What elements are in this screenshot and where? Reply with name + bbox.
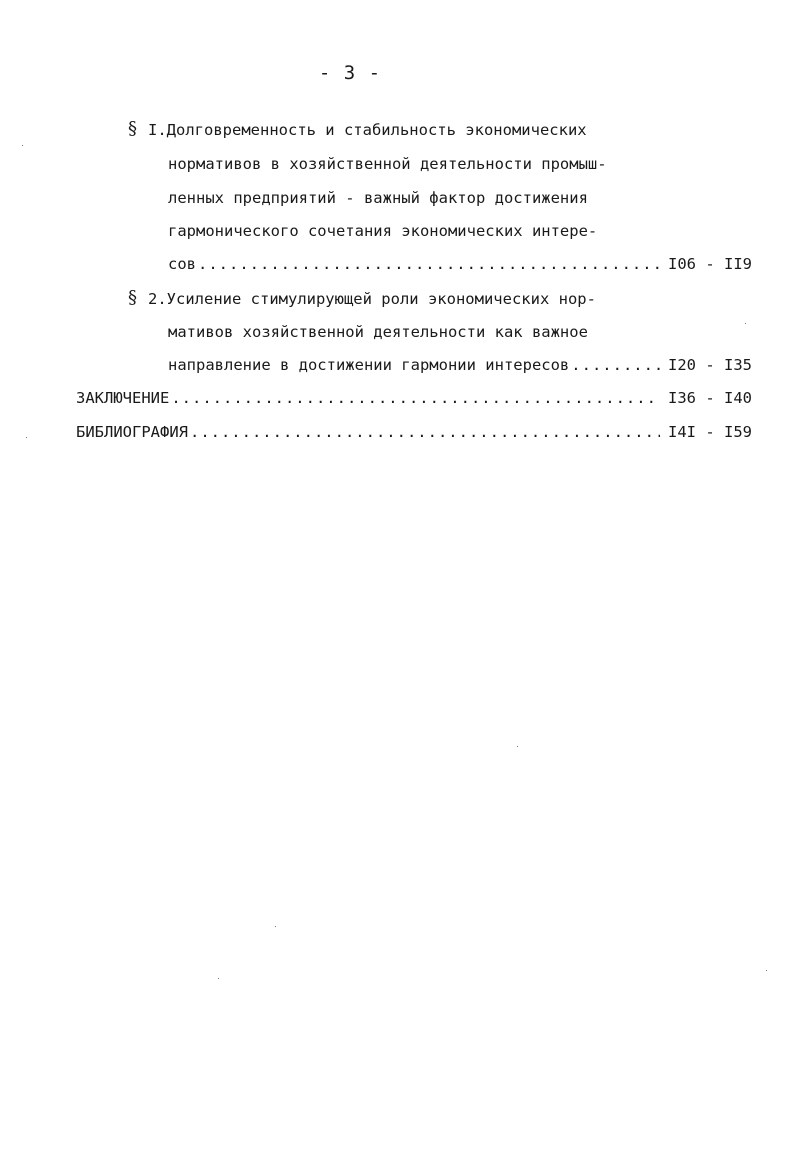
section-number: 2.: [148, 290, 167, 308]
scan-speck: [26, 437, 27, 438]
page-number: - 3 -: [318, 62, 382, 84]
toc-entry-1-line-4: гармонического сочетания экономических интере-: [168, 222, 598, 240]
scan-speck: [275, 926, 276, 927]
toc-entry-2-line-2: мативов хозяйственной деятельности как важное: [168, 323, 588, 341]
scan-speck: [517, 746, 518, 747]
toc-entry-1-line-2: нормативов в хозяйственной деятельности промыш-: [168, 155, 607, 173]
toc-entry-title: БИБЛИОГРАФИЯ: [76, 423, 188, 441]
toc-entry-title: ЗАКЛЮЧЕНИЕ: [76, 389, 170, 407]
leader-dots: [190, 421, 660, 443]
toc-entry-text: Долговременность и стабильность экономических: [166, 121, 587, 139]
section-number: I.: [148, 121, 167, 139]
toc-entry-2-line-1: [148, 288, 596, 310]
scan-speck: [22, 145, 23, 146]
page-range: I06 - II9: [668, 255, 752, 273]
leader-dots: [198, 253, 660, 275]
toc-entry-2-leader-line: [168, 354, 752, 376]
scan-speck: [218, 978, 219, 979]
toc-entry-text: Усиление стимулирующей роли экономических нор-: [166, 290, 596, 308]
page-range: I4I - I59: [668, 423, 752, 441]
toc-entry-1-line-1: [148, 119, 587, 141]
scan-speck: [745, 323, 746, 324]
page-range: I20 - I35: [668, 356, 752, 374]
leader-dots: [571, 354, 660, 376]
toc-entry-bibliography: [76, 421, 752, 443]
section-sign: §: [128, 118, 137, 139]
toc-entry-1-leader-line: [168, 253, 752, 275]
page-range: I36 - I40: [668, 389, 752, 407]
scan-speck: [766, 970, 767, 971]
leader-dots: [171, 387, 660, 409]
toc-entry-text: направление в достижении гармонии интересов: [168, 356, 570, 374]
toc-entry-1-line-3: ленных предприятий - важный фактор достижения: [168, 189, 588, 207]
section-sign: §: [128, 287, 137, 308]
toc-entry-text: сов: [168, 255, 196, 273]
toc-entry-conclusion: [76, 387, 752, 409]
